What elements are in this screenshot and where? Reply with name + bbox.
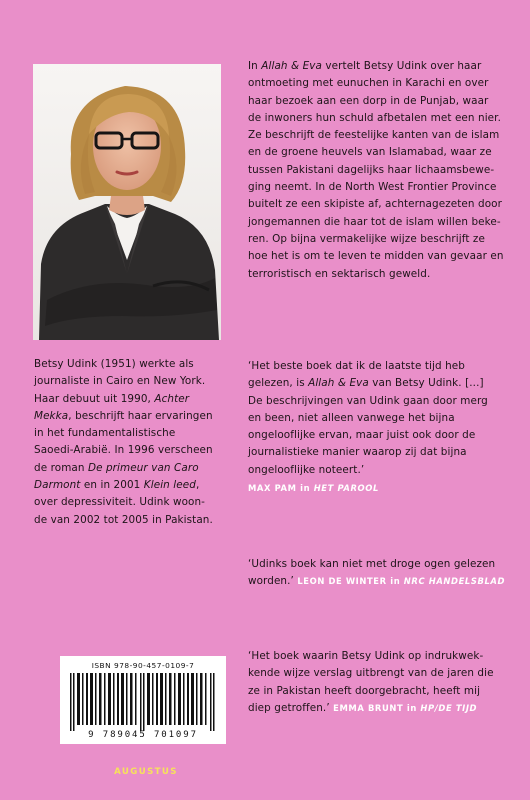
quote-line: kende wijze verslag uitbrengt van de jaren die [248, 667, 494, 680]
bio-line: de van 2002 tot 2005 in Pakistan. [34, 513, 213, 526]
description-line: de inwoners hun schuld afbetalen met een nier. [248, 111, 501, 124]
quote-line: ‘Het beste boek dat ik de laatste tijd heb [248, 360, 465, 372]
book-title: Allah & Eva [308, 377, 369, 390]
bio-line: Mekka, beschrijft haar ervaringen [34, 409, 213, 422]
bio-line: journaliste in Cairo en New York. [34, 375, 206, 388]
quote-line: ze in Pakistan heeft doorgebracht, heeft mij [248, 684, 481, 697]
quote-line: ongelooflijke ervan, maar juist ook door de [248, 429, 476, 442]
bio-line: Saoedi-Arabië. In 1996 verscheen [34, 444, 213, 457]
barcode-digits: 9 789045 701097 [88, 730, 198, 740]
quote-author: EMMA BRUNT [333, 702, 404, 713]
quote-line: journalistieke manier waarop zij dat bijna [248, 446, 467, 459]
description-line: ren. Op bijna vermakelijke wijze beschrijft ze [248, 232, 485, 245]
description-line: jongemannen die haar tot de islam willen beke- [248, 215, 501, 228]
isbn-label: ISBN 978-90-457-0109-7 [91, 661, 195, 670]
bio-line: in het fundamentalistische [34, 427, 176, 440]
quote-author: LEON DE WINTER [297, 576, 387, 587]
barcode-bars [68, 673, 218, 731]
description-line: terroristisch en sektarisch geweld. [248, 267, 431, 280]
description-line: In Allah & Eva vertelt Betsy Udink over haar [248, 60, 482, 72]
quote-source: HET PAROOL [313, 483, 379, 494]
book-description [248, 58, 516, 283]
quote-line: en been, niet alleen vanwege het bijna [248, 411, 455, 424]
publisher-logo: AUGUSTUS [114, 767, 178, 777]
description-line: Ze beschrijft de feestelijke kanten van de islam [248, 129, 500, 142]
description-line: en de groene heuvels van Islamabad, waar ze [248, 146, 492, 159]
quote-line: ongelooflijke noteert.’ [248, 463, 365, 476]
quote-line: ‘Het boek waarin Betsy Udink op indrukwek- [248, 650, 484, 662]
review-quote-1 [248, 358, 516, 497]
author-photo [33, 64, 221, 340]
description-line: tussen Pakistani dagelijks haar lichaamsbewe- [248, 163, 495, 176]
description-line: hoe het is om te leven te midden van gevaar en [248, 250, 504, 263]
book-title: Darmont [34, 479, 81, 492]
quote-source: NRC HANDELSBLAD [403, 576, 506, 587]
isbn-barcode [60, 656, 226, 744]
author-portrait-image [33, 64, 221, 340]
quote-attribution: MAX PAM in HET PAROOL [248, 483, 379, 494]
review-quote-2 [248, 556, 516, 591]
quote-line: De beschrijvingen van Udink gaan door merg [248, 394, 488, 407]
review-quote-3 [248, 648, 516, 717]
bio-line: Darmont en in 2001 Klein leed, [34, 479, 200, 492]
book-title: Allah & Eva [261, 60, 322, 72]
quote-attribution: LEON DE WINTER in NRC HANDELSBLAD [297, 576, 506, 587]
quote-source: HP/DE TIJD [420, 702, 478, 713]
quote-attribution: EMMA BRUNT in HP/DE TIJD [333, 702, 478, 713]
quote-line: worden.’ LEON DE WINTER in NRC HANDELSBLAD [248, 573, 516, 590]
bio-line: de roman De primeur van Caro [34, 461, 199, 474]
quote-line: gelezen, is Allah & Eva van Betsy Udink. [...] [248, 377, 484, 390]
description-line: buitelt ze een skipiste af, achternagezeten door [248, 198, 502, 211]
book-title: Klein leed [143, 479, 196, 492]
bio-line: Betsy Udink (1951) werkte als [34, 358, 194, 370]
book-title: Mekka [34, 409, 69, 422]
bio-line: over depressiviteit. Udink woon- [34, 496, 206, 509]
bio-line: Haar debuut uit 1990, Achter [34, 392, 190, 405]
book-title: De primeur van Caro [87, 461, 199, 474]
book-title: Achter [154, 392, 190, 405]
quote-line: ‘Udinks boek kan niet met droge ogen gelezen [248, 558, 496, 570]
quote-author: MAX PAM [248, 483, 297, 494]
description-line: ging neemt. In de North West Frontier Province [248, 181, 497, 194]
description-line: ontmoeting met eunuchen in Karachi en over [248, 77, 489, 90]
quote-line: diep getroffen.’ EMMA BRUNT in HP/DE TIJD [248, 700, 516, 717]
author-bio [34, 356, 230, 529]
description-line: haar bezoek aan een dorp in de Punjab, waar [248, 94, 489, 107]
